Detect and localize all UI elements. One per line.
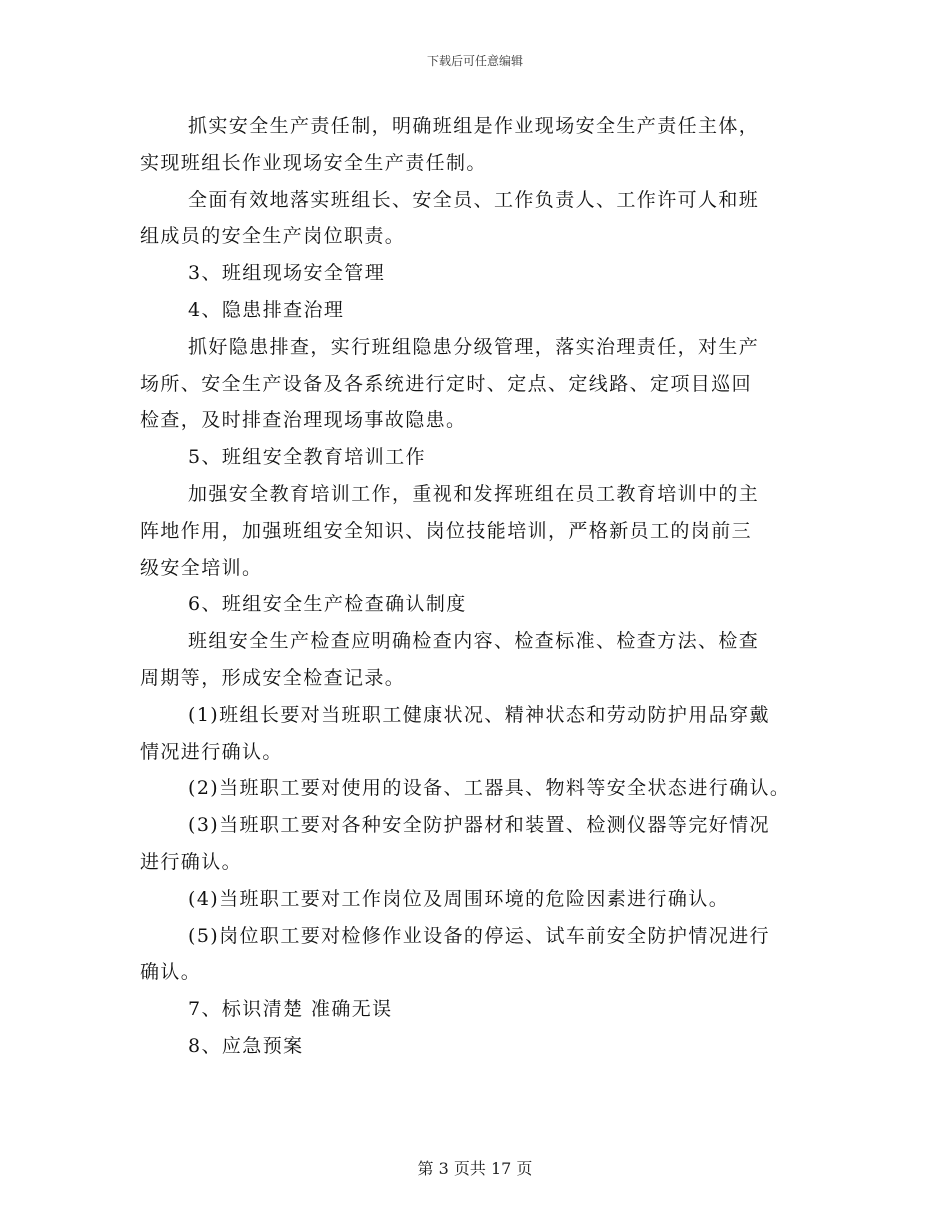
body-line-16: 周期等，形成安全检查记录。 (140, 666, 406, 689)
list-item-5: (5)岗位职工要对检修作业设备的停运、试车前安全防护情况进行 (188, 924, 770, 947)
list-item-4: (4)当班职工要对工作岗位及周围环境的危险因素进行确认。 (188, 887, 730, 910)
list-item-2: (2)当班职工要对使用的设备、工器具、物料等安全状态进行确认。 (188, 777, 791, 800)
list-item-1-continuation: 情况进行确认。 (140, 740, 283, 763)
document-body (140, 108, 812, 1065)
body-line-3: 全面有效地落实班组长、安全员、工作负责人、工作许可人和班 (188, 188, 760, 211)
body-line-15: 班组安全生产检查应明确检查内容、检查标准、检查方法、检查 (188, 630, 760, 653)
section-heading-5: 5、班组安全教育培训工作 (188, 446, 426, 469)
page-header: 下载后可任意编辑 (426, 54, 523, 68)
body-line-2: 实现班组长作业现场安全生产责任制。 (140, 151, 487, 174)
body-line-12: 阵地作用，加强班组安全知识、岗位技能培训，严格新员工的岗前三 (140, 519, 753, 542)
body-line-13: 级安全培训。 (140, 556, 263, 579)
body-line-11: 加强安全教育培训工作，重视和发挥班组在员工教育培训中的主 (188, 482, 760, 505)
section-heading-6: 6、班组安全生产检查确认制度 (188, 593, 467, 616)
body-line-7: 抓好隐患排查，实行班组隐患分级管理，落实治理责任，对生产 (188, 335, 760, 358)
page-footer: 第 3 页共 17 页 (417, 1159, 533, 1178)
section-heading-8: 8、应急预案 (188, 1034, 304, 1057)
body-line-4: 组成员的安全生产岗位职责。 (140, 225, 406, 248)
section-heading-3: 3、班组现场安全管理 (188, 262, 386, 285)
body-line-9: 检查，及时排查治理现场事故隐患。 (140, 409, 467, 432)
list-item-5-continuation: 确认。 (140, 961, 202, 984)
section-heading-7: 7、标识清楚 准确无误 (188, 998, 393, 1021)
body-line-1: 抓实安全生产责任制，明确班组是作业现场安全生产责任主体， (188, 115, 760, 137)
list-item-3-continuation: 进行确认。 (140, 850, 243, 873)
body-line-8: 场所、安全生产设备及各系统进行定时、定点、定线路、定项目巡回 (140, 372, 753, 395)
list-item-3: (3)当班职工要对各种安全防护器材和装置、检测仪器等完好情况 (188, 814, 770, 837)
section-heading-4: 4、隐患排查治理 (188, 298, 345, 321)
list-item-1: (1)班组长要对当班职工健康状况、精神状态和劳动防护用品穿戴 (188, 703, 770, 726)
